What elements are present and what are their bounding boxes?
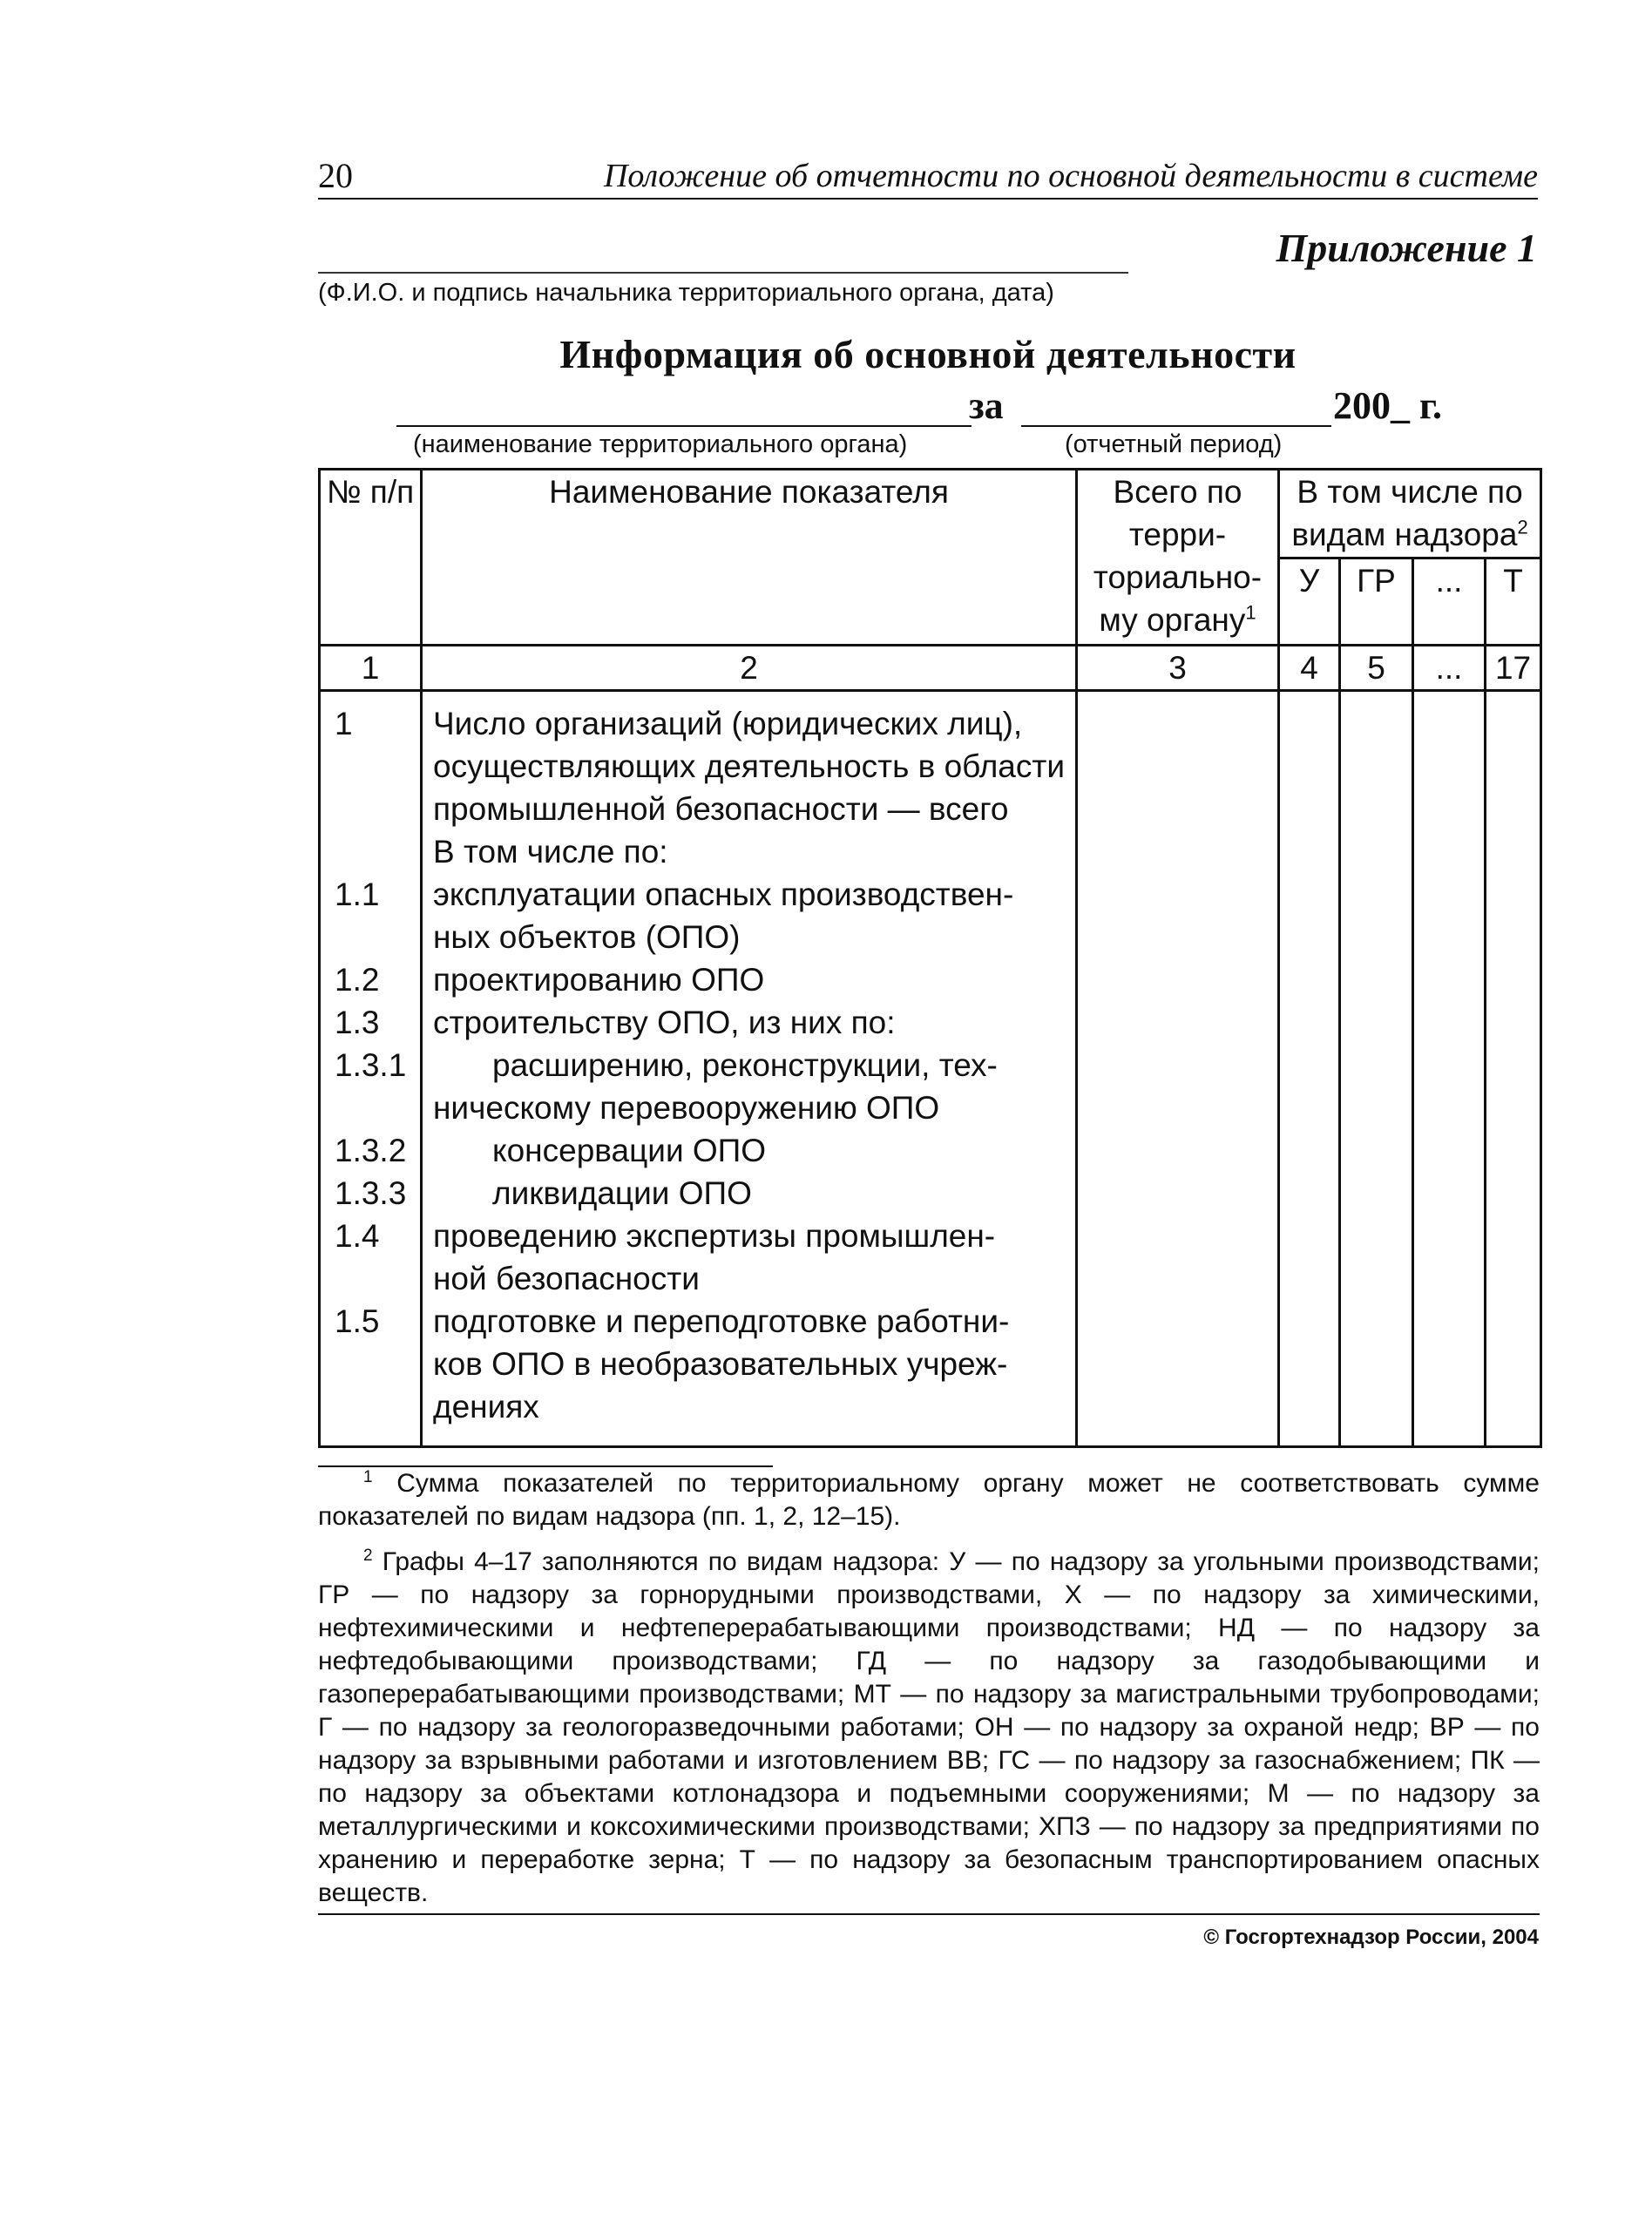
footer-divider [318, 1913, 1540, 1915]
indicator-line: В том числе по: [433, 834, 668, 870]
col-number-3: 3 [1077, 646, 1279, 691]
footnote-1 [318, 1467, 1540, 1533]
row-number: 1.1 [335, 876, 380, 912]
indicator-line: строительству ОПО, из них по: [433, 1005, 896, 1040]
row-number: 1.3.3 [335, 1175, 407, 1211]
row-number [321, 788, 420, 830]
year-word: 200_ г. [1333, 384, 1443, 427]
col-number-17: 17 [1486, 646, 1541, 691]
form-title: Информация об основной деятельности [559, 332, 1297, 376]
row-number: 1 [335, 706, 353, 741]
header-divider [318, 198, 1538, 200]
period-caption: (отчетный период) [1065, 430, 1283, 458]
org-name-line [396, 425, 972, 427]
col-number-1: 1 [320, 646, 422, 691]
row-numbers-cell [320, 691, 422, 1447]
indicator-line: консервации ОПО [492, 1133, 767, 1168]
indicator-names-cell [422, 691, 1077, 1447]
indicator-line: ной безопасности [433, 1261, 700, 1296]
col-number-ellipsis: ... [1413, 646, 1486, 691]
row-number [321, 1086, 420, 1129]
indicator-line: подготовке и переподготовке работни- [433, 1303, 1010, 1339]
row-number [321, 745, 420, 788]
col-number-5: 5 [1340, 646, 1413, 691]
row-number [321, 1257, 420, 1300]
col-number-2: 2 [422, 646, 1077, 691]
header-total-text: Всего по терри-ториально-му органу [1093, 474, 1263, 638]
org-name-caption: (наименование территориального органа) [413, 430, 908, 458]
footnotes [318, 1467, 1540, 1922]
header-indicator: Наименование показателя [422, 470, 1077, 646]
total-value-cell[interactable] [1077, 691, 1279, 1447]
footnote-ref-1: 1 [1245, 601, 1256, 624]
footnote-2-text: Графы 4–17 заполняются по видам надзора: У — по надзору за угольными производствами; ГР — по надзору за горнорудными производствами, Х — по надзору за химическими, нефтехимическими и нефтеперерабатывающими производствами; НД — по надзору за нефтедобывающими производствами; ГД — по надзору за газодобывающими и газоперерабатывающими производствами; МТ — по надзору за магистральными трубопроводами; Г — по надзору за геологоразведочными работами; ОН — по надзору за охраной недр; ВР — по надзору за взрывными работами и изготовлением ВВ; ГС — по надзору за газоснабжением; ПК — по надзору за объектами котлонадзора и подъемными сооружениями; М — по надзору за металлургическими и коксохимическими производствами; ХПЗ — по надзору за предприятиями по хранению и переработке зерна; Т — по надзору за безопасным транспортированием опасных веществ. [318, 1547, 1540, 1907]
indicator-line: ликвидации ОПО [492, 1175, 752, 1211]
indicator-line: проектированию ОПО [433, 962, 765, 998]
footnote-2-mark: 2 [363, 1547, 373, 1565]
header-type-t: Т [1486, 558, 1541, 646]
indicator-line: дениях [433, 1389, 539, 1425]
indicator-line: расширению, реконструкции, тех- [492, 1047, 998, 1083]
appendix-label: Приложение 1 [1276, 226, 1537, 270]
running-title: Положение об отчетности по основной деятельности в системе [603, 158, 1538, 194]
signature-caption: (Ф.И.О. и подпись начальника территориального органа, дата) [318, 279, 1054, 307]
indicator-line: ных объектов (ОПО) [433, 919, 741, 955]
type-u-value-cell[interactable] [1279, 691, 1340, 1447]
header-by-type [1279, 470, 1541, 558]
row-number [321, 830, 420, 873]
page-header [318, 155, 1538, 197]
row-number: 1.4 [335, 1218, 380, 1254]
indicator-line: ков ОПО в необразовательных учреж- [433, 1346, 1008, 1382]
row-number [321, 1385, 420, 1428]
row-number: 1.3.2 [335, 1133, 407, 1168]
row-number: 1.3.1 [335, 1047, 407, 1083]
signature-line [318, 272, 1128, 274]
footnote-ref-2: 2 [1517, 516, 1528, 538]
indicator-line: проведению экспертизы промышлен- [433, 1218, 996, 1254]
header-total [1077, 470, 1279, 646]
indicator-line: ническому перевооружению ОПО [433, 1090, 940, 1126]
period-line [1021, 425, 1331, 427]
header-type-gr: ГР [1340, 558, 1413, 646]
type-t-value-cell[interactable] [1486, 691, 1541, 1447]
footnote-1-mark: 1 [363, 1468, 373, 1486]
footnote-1-text: Сумма показателей по территориальному органу может не соответствовать сумме показателей по видам надзора (пп. 1, 2, 12–15). [318, 1469, 1540, 1531]
indicator-line: промышленной безопасности — всего [433, 791, 1009, 827]
type-gr-value-cell[interactable] [1340, 691, 1413, 1447]
row-number: 1.2 [335, 962, 380, 998]
header-by-type-text: В том числе по видам надзора [1291, 474, 1523, 552]
row-number [321, 916, 420, 958]
header-type-ellipsis: ... [1413, 558, 1486, 646]
row-number: 1.3 [335, 1005, 380, 1040]
row-number: 1.5 [335, 1303, 380, 1339]
row-number [321, 1343, 420, 1385]
copyright: © Госгортехнадзор России, 2004 [1203, 1926, 1539, 1949]
type-ellipsis-value-cell[interactable] [1413, 691, 1486, 1447]
indicators-table [318, 468, 1542, 1448]
col-number-4: 4 [1279, 646, 1340, 691]
footnote-2 [318, 1546, 1540, 1910]
indicator-line: осуществляющих деятельность в области [433, 748, 1065, 784]
header-number: № п/п [320, 470, 422, 646]
indicator-line: эксплуатации опасных производствен- [433, 876, 1014, 912]
page-number: 20 [318, 156, 353, 195]
za-word: за [969, 384, 1004, 427]
header-type-u: У [1279, 558, 1340, 646]
indicator-line: Число организаций (юридических лиц), [433, 706, 1023, 741]
